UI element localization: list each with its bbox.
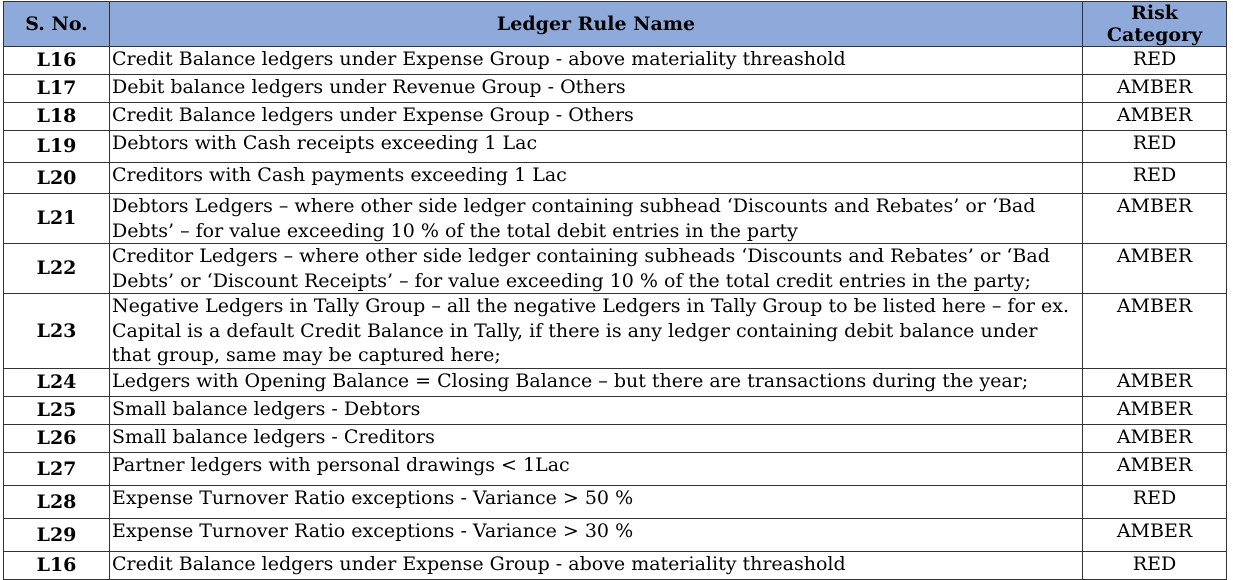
serial-number-cell: L28 — [4, 486, 110, 519]
serial-number-cell: L29 — [4, 519, 110, 552]
rule-name-cell: Partner ledgers with personal drawings < 1Lac — [110, 453, 1083, 486]
table-row — [4, 294, 1227, 369]
risk-category-cell: AMBER — [1083, 397, 1227, 425]
risk-category-cell: AMBER — [1083, 244, 1227, 294]
serial-number-cell: L25 — [4, 397, 110, 425]
table-row — [4, 75, 1227, 103]
header-row — [4, 2, 1227, 47]
header-ledger-rule-name: Ledger Rule Name — [110, 2, 1083, 47]
table-row — [4, 397, 1227, 425]
table-row — [4, 244, 1227, 294]
table-row — [4, 486, 1227, 519]
serial-number-cell: L17 — [4, 75, 110, 103]
serial-number-cell: L21 — [4, 194, 110, 244]
rule-name-cell: Debit balance ledgers under Revenue Group - Others — [110, 75, 1083, 103]
risk-category-cell: AMBER — [1083, 194, 1227, 244]
rule-name-cell: Credit Balance ledgers under Expense Group - above materiality threashold — [110, 47, 1083, 75]
risk-category-cell: RED — [1083, 552, 1227, 580]
table-row — [4, 103, 1227, 131]
table-row — [4, 369, 1227, 397]
rule-name-cell: Expense Turnover Ratio exceptions - Variance > 50 % — [110, 486, 1083, 519]
risk-category-cell: RED — [1083, 163, 1227, 194]
rule-name-cell: Expense Turnover Ratio exceptions - Variance > 30 % — [110, 519, 1083, 552]
table-row — [4, 552, 1227, 580]
table-row — [4, 453, 1227, 486]
rule-name-cell: Debtors with Cash receipts exceeding 1 Lac — [110, 131, 1083, 163]
ledger-rules-table — [3, 1, 1227, 580]
risk-category-cell: AMBER — [1083, 519, 1227, 552]
rule-name-cell: Debtors Ledgers – where other side ledger containing subhead ‘Discounts and Rebates’ or ‘Bad Debts’ – for value exceeding 10 % of the total debit entries in the party — [110, 194, 1083, 244]
rule-name-cell: Negative Ledgers in Tally Group – all the negative Ledgers in Tally Group to be listed here – for ex. Capital is a default Credit Balance in Tally, if there is any ledger containing debit balance under that group, same may be captured here; — [110, 294, 1083, 369]
serial-number-cell: L24 — [4, 369, 110, 397]
table-row — [4, 425, 1227, 453]
table-row — [4, 519, 1227, 552]
risk-category-cell: RED — [1083, 486, 1227, 519]
rule-name-cell: Small balance ledgers - Creditors — [110, 425, 1083, 453]
table-row — [4, 47, 1227, 75]
header-sno: S. No. — [4, 2, 110, 47]
risk-category-cell: RED — [1083, 47, 1227, 75]
table-row — [4, 194, 1227, 244]
risk-category-cell: AMBER — [1083, 369, 1227, 397]
serial-number-cell: L19 — [4, 131, 110, 163]
table-row — [4, 163, 1227, 194]
serial-number-cell: L16 — [4, 552, 110, 580]
serial-number-cell: L18 — [4, 103, 110, 131]
serial-number-cell: L16 — [4, 47, 110, 75]
serial-number-cell: L23 — [4, 294, 110, 369]
risk-category-cell: AMBER — [1083, 453, 1227, 486]
serial-number-cell: L26 — [4, 425, 110, 453]
table-row — [4, 131, 1227, 163]
rule-name-cell: Small balance ledgers - Debtors — [110, 397, 1083, 425]
risk-category-cell: AMBER — [1083, 425, 1227, 453]
serial-number-cell: L20 — [4, 163, 110, 194]
serial-number-cell: L27 — [4, 453, 110, 486]
rule-name-cell: Creditors with Cash payments exceeding 1 Lac — [110, 163, 1083, 194]
header-risk-category: Risk Category — [1083, 2, 1227, 47]
rule-name-cell: Credit Balance ledgers under Expense Group - Others — [110, 103, 1083, 131]
serial-number-cell: L22 — [4, 244, 110, 294]
rule-name-cell: Creditor Ledgers – where other side ledger containing subheads ‘Discounts and Rebates’ or ‘Bad Debts’ or ‘Discount Receipts’ – for value exceeding 10 % of the total credit entries in the party; — [110, 244, 1083, 294]
risk-category-cell: RED — [1083, 131, 1227, 163]
risk-category-cell: AMBER — [1083, 75, 1227, 103]
rule-name-cell: Ledgers with Opening Balance = Closing Balance – but there are transactions during the year; — [110, 369, 1083, 397]
risk-category-cell: AMBER — [1083, 103, 1227, 131]
risk-category-cell: AMBER — [1083, 294, 1227, 369]
rule-name-cell: Credit Balance ledgers under Expense Group - above materiality threashold — [110, 552, 1083, 580]
